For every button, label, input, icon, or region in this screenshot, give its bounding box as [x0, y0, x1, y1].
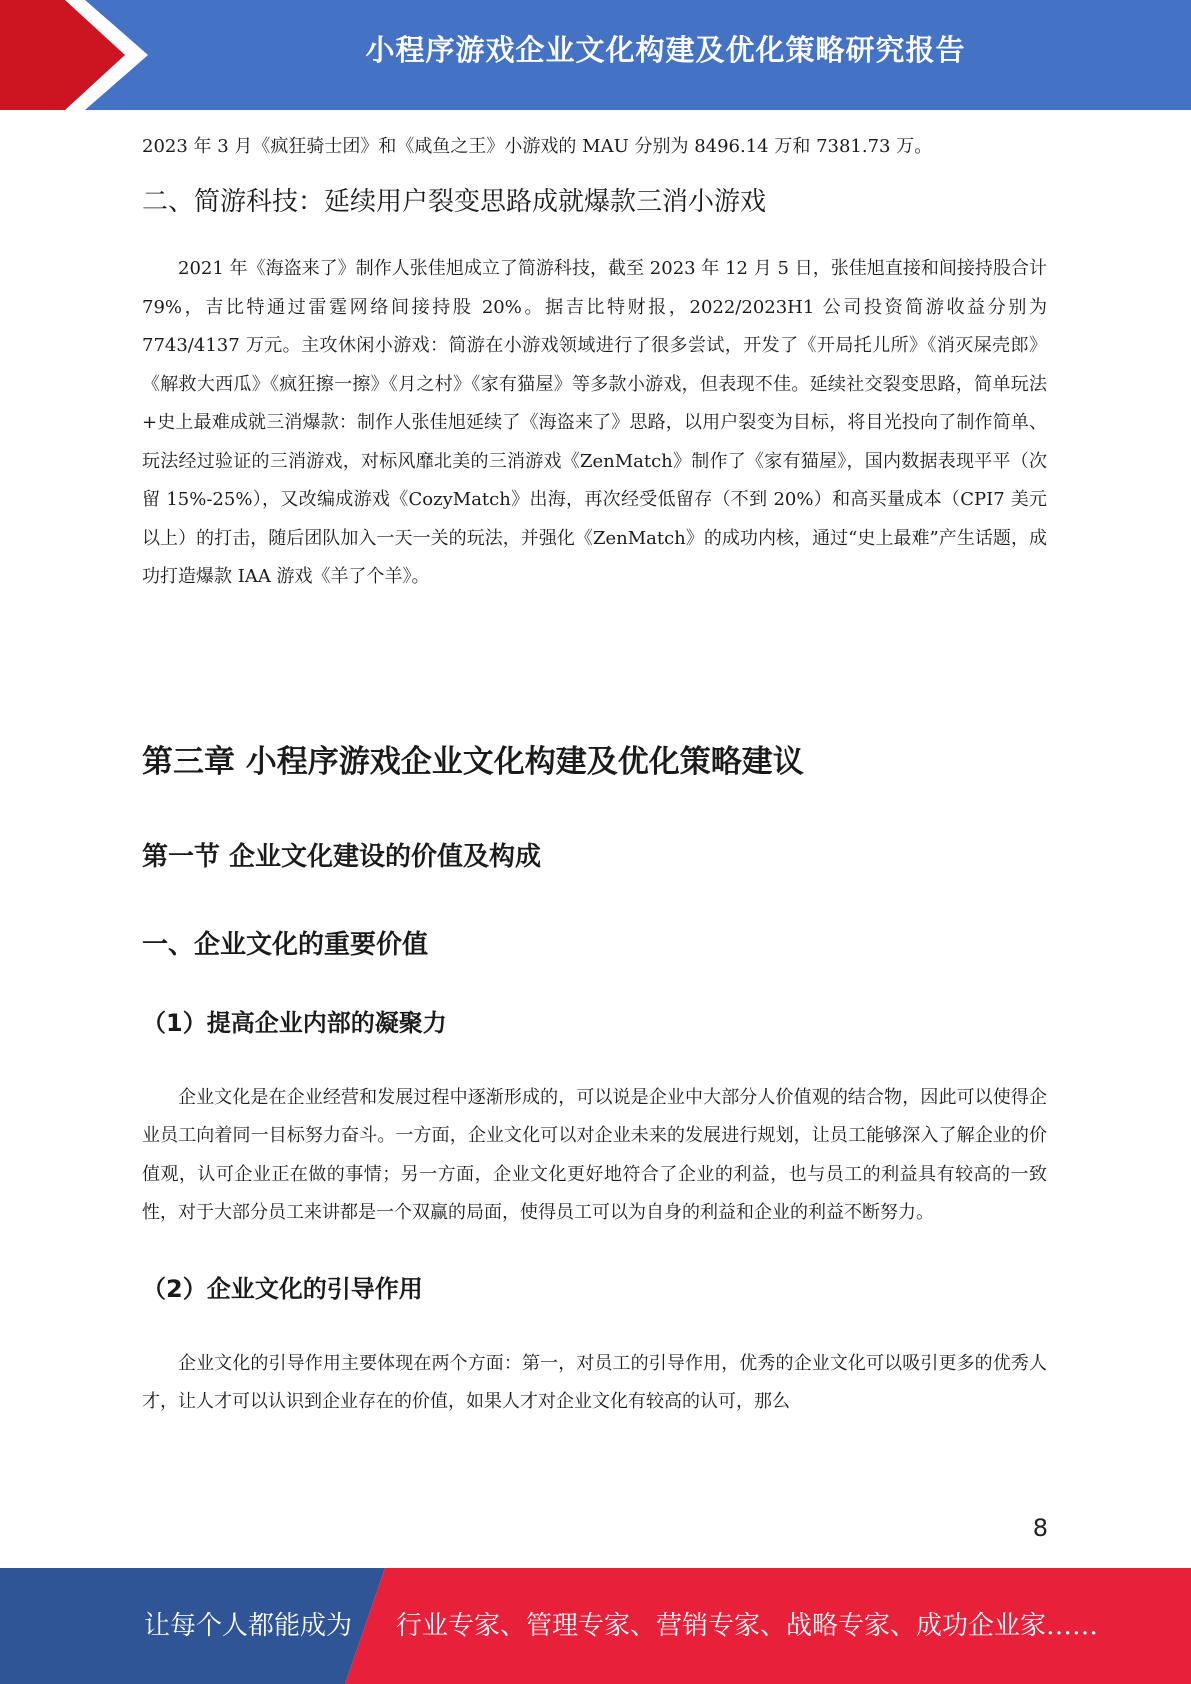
- footer-slogan-left: 让每个人都能成为: [144, 1611, 353, 1641]
- heading-jianyou: 二、简游科技：延续用户裂变思路成就爆款三消小游戏: [142, 187, 767, 217]
- section-title: 第一节 企业文化建设的价值及构成: [142, 841, 542, 872]
- paragraph-jianyou: 2021 年《海盗来了》制作人张佳旭成立了简游科技，截至 2023 年 12 月 5 日，张佳旭直接和间接持股合计 79%，吉比特通过雷霆网络间接持股 20%。据吉比特财报，2022/2023H1 公司投资简游收益分别为 7743/4137 万元。主攻休闲小游戏：简游在小游戏领域进行了很多尝试，开发了《开局托儿所》《消灭屎壳郎》《解救大西瓜》《疯狂擦一擦》《月之村》《家有猫屋》等多款小游戏，但表现不佳。延续社交裂变思路，简单玩法+史上最难成就三消爆款：制作人张佳旭延续了《海盗来了》思路，以用户裂变为目标，将目光投向了制作简单、玩法经过验证的三消游戏，对标风靡北美的三消游戏《ZenMatch》制作了《家有猫屋》，国内数据表现平平（次留 15%-25%），又改编成游戏《CozyMatch》出海，再次经受低留存（不到 20%）和高买量成本（CPI7 美元以上）的打击，随后团队加入一天一关的玩法，并强化《ZenMatch》的成功内核，通过“史上最难”产生话题，成功打造爆款 IAA 游戏《羊了个羊》。: [142, 258, 1047, 587]
- report-title: 小程序游戏企业文化构建及优化策略研究报告: [365, 33, 966, 67]
- intro-line: 2023 年 3 月《疯狂骑士团》和《咸鱼之王》小游戏的 MAU 分别为 8496.14 万和 7381.73 万。: [142, 136, 933, 157]
- chapter-title: 第三章 小程序游戏企业文化构建及优化策略建议: [142, 743, 804, 780]
- page-header: [0, 0, 1191, 110]
- subheading-guidance: （2）企业文化的引导作用: [142, 1274, 423, 1303]
- footer-slogan-right: 行业专家、管理专家、营销专家、战略专家、成功企业家……: [396, 1611, 1099, 1641]
- subheading-value: 一、企业文化的重要价值: [142, 929, 429, 960]
- header-arrow-decoration: [0, 0, 160, 110]
- page-footer: [0, 1568, 1191, 1684]
- page-content: [142, 128, 1047, 1422]
- subheading-cohesion: （1）提高企业内部的凝聚力: [142, 1008, 447, 1037]
- paragraph-cohesion: 企业文化是在企业经营和发展过程中逐渐形成的，可以说是企业中大部分人价值观的结合物，因此可以使得企业员工向着同一目标努力奋斗。一方面，企业文化可以对企业未来的发展进行规划，让员工能够深入了解企业的价值观，认可企业正在做的事情；另一方面，企业文化更好地符合了企业的利益，也与员工的利益具有较高的一致性，对于大部分员工来讲都是一个双赢的局面，使得员工可以为自身的利益和企业的利益不断努力。: [142, 1086, 1047, 1223]
- paragraph-guidance: 企业文化的引导作用主要体现在两个方面：第一，对员工的引导作用，优秀的企业文化可以吸引更多的优秀人才，让人才可以认识到企业存在的价值，如果人才对企业文化有较高的认可，那么: [142, 1352, 1047, 1412]
- page-number: 8: [1032, 1514, 1048, 1542]
